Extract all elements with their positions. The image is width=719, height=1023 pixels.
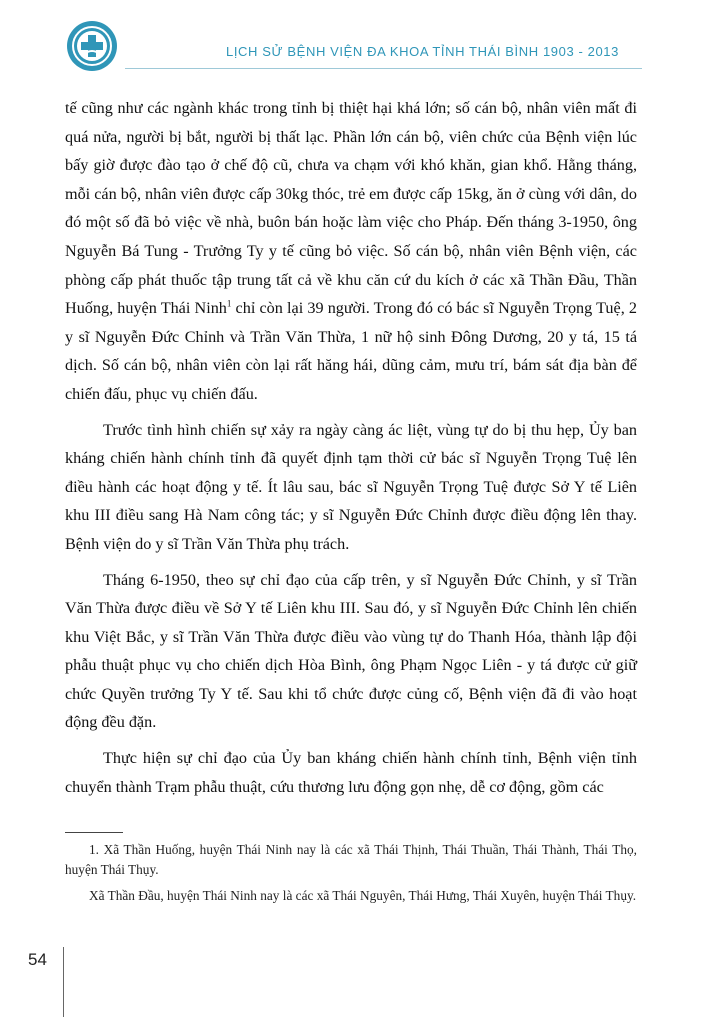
running-header-title: LỊCH SỬ BỆNH VIỆN ĐA KHOA TỈNH THÁI BÌNH 1903 - 2013: [226, 44, 619, 59]
page-number-divider: [63, 947, 64, 1017]
paragraph-2: Trước tình hình chiến sự xảy ra ngày càng ác liệt, vùng tự do bị thu hẹp, Ủy ban kháng chiến hành chính tỉnh đã quyết định tạm thời cử bác sĩ Nguyễn Trọng Tuệ lên điều hành các hoạt động y tế. Ít lâu sau, bác sĩ Nguyễn Trọng Tuệ được Sở Y tế Liên khu III điều sang Hà Nam công tác; y sĩ Nguyễn Đức Chỉnh được điều động lên thay. Bệnh viện do y sĩ Trần Văn Thừa phụ trách.: [65, 420, 637, 553]
hospital-emblem-icon: [66, 20, 118, 72]
paragraph-1-tail: chỉ còn lại 39 người. Trong đó có bác sĩ Nguyễn Trọng Tuệ, 2 y sĩ Nguyễn Đức Chỉnh và Trần Văn Thừa, 1 nữ hộ sinh Đông Dương, 20 y tá, 15 tá dịch. Số cán bộ, nhân viên còn lại rất hăng hái, dũng cảm, mưu trí, bám sát địa bàn để chiến đấu, phục vụ chiến đấu.: [65, 299, 637, 403]
footnote-marker: 1: [226, 298, 232, 309]
footnote-1: 1. Xã Thần Huống, huyện Thái Ninh nay là các xã Thái Thịnh, Thái Thuần, Thái Thành, Thái Thọ, huyện Thái Thụy.: [65, 842, 637, 877]
footnote-divider: [65, 832, 123, 833]
footnote-2: Xã Thần Đầu, huyện Thái Ninh nay là các xã Thái Nguyên, Thái Hưng, Thái Xuyên, huyện Thái Thụy.: [89, 888, 637, 903]
header-divider: [125, 68, 642, 69]
paragraph-1-text: tế cũng như các ngành khác trong tỉnh bị thiệt hại khá lớn; số cán bộ, nhân viên mất đi quá nửa, người bị bắt, người bị thất lạc. Phần lớn cán bộ, viên chức của Bệnh viện lúc bấy giờ được đào tạo ở chế độ cũ, chưa va chạm với khó khăn, gian khổ. Hằng tháng, mỗi cán bộ, nhân viên được cấp 30kg thóc, trẻ em được cấp 15kg, ăn ở cùng với dân, do đó một số đã bỏ việc về nhà, buôn bán hoặc làm việc cho Pháp. Đến tháng 3-1950, ông Nguyễn Bá Tung - Trưởng Ty y tế cũng bỏ việc. Số cán bộ, nhân viên Bệnh viện, các phòng cấp phát thuốc tập trung tất cả về khu căn cứ du kích ở các xã Thần Đầu, Thần Huống, huyện Thái Ninh: [65, 99, 637, 318]
page-number: 54: [28, 950, 47, 969]
main-text: [65, 94, 637, 808]
footnotes: [65, 840, 637, 912]
paragraph-1: [65, 94, 637, 409]
paragraph-4: Thực hiện sự chỉ đạo của Ủy ban kháng chiến hành chính tỉnh, Bệnh viện tỉnh chuyển thành Trạm phẫu thuật, cứu thương lưu động gọn nhẹ, dễ cơ động, gồm các: [65, 749, 637, 796]
paragraph-3: Tháng 6-1950, theo sự chỉ đạo của cấp trên, y sĩ Nguyễn Đức Chỉnh, y sĩ Trần Văn Thừa được điều về Sở Y tế Liên khu III. Sau đó, y sĩ Nguyễn Đức Chỉnh lên chiến khu Việt Bắc, y sĩ Trần Văn Thừa được điều vào vùng tự do Thanh Hóa, thành lập đội phẫu thuật phục vụ cho chiến dịch Hòa Bình, ông Phạm Ngọc Liên - y tá được cử giữ chức Quyền trưởng Ty Y tế. Sau khi tổ chức được củng cố, Bệnh viện đã đi vào hoạt động đều đặn.: [65, 570, 637, 732]
